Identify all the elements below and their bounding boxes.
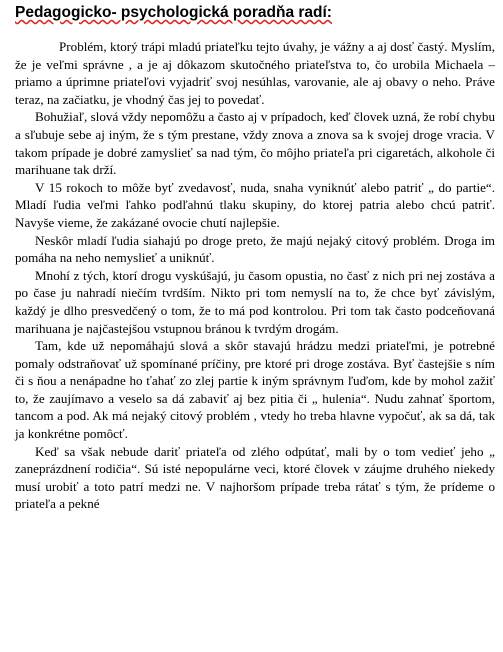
paragraph-6: Tam, kde už nepomáhajú slová a skôr stavajú hrádzu medzi priateľmi, je potrebné pomaly odstraňovať už spomínané príčiny, pre ktoré pri droge zostáva. Byť častejšie s ním či s ňou a nenápadne ho ťahať zo zlej partie k iným správnym ľuďom, kde by mohol zažiť to, že zaujímavo a veselo sa dá zabaviť aj bez pitia či „ hulenia“. Nudu zahnať športom, tancom a pod. Ak má nejaký citový problém , vtedy ho treba hlavne vypočuť, ak sa dá, tak ja konkrétne pomôcť. [15, 338, 495, 442]
paragraph-4: Neskôr mladí ľudia siahajú po droge preto, že majú nejaký citový problém. Droga im pomáha na neho nemyslieť a uniknúť. [15, 232, 495, 266]
paragraph-5: Mnohí z tých, ktorí drogu vyskúšajú, ju časom opustia, no časť z nich pri nej zostáva a po čase ju nahradí niečím tvrdším. Nikto pri tom nemyslí na to, že chce byť závislým, každý je dlho presvedčený o tom, že to má pod kontrolou. Pri tom tak často podceňovaná marihuana je najčastejšou vstupnou bránou k tvrdým drogám. [15, 267, 495, 336]
paragraph-2: Bohužiaľ, slová vždy nepomôžu a často aj v prípadoch, keď človek uzná, že robí chybu a sľubuje sebe aj iným, že s tým prestane, vždy znova a znova sa k svojej droge vracia. V takom prípade je dobré zamyslieť sa nad tým, čo môjho priateľa pri cigaretách, alkohole či marihuane tak drží. [15, 109, 495, 178]
article-body [15, 38, 495, 513]
paragraph-3: V 15 rokoch to môže byť zvedavosť, nuda, snaha vyniknúť alebo patriť „ do partie“. Mladí ľudia veľmi ľahko podľahnú tlaku skupiny, do ktorej patria alebo chcú patriť. Navyše vieme, že zakázané ovocie chutí najlepšie. [15, 179, 495, 230]
paragraph-1: Problém, ktorý trápi mladú priateľku tejto úvahy, je vážny a aj dosť častý. Myslím, že je veľmi správne , a je aj dôkazom skutočného priateľstva to, čo urobila Michaela – priamo a úprimne priateľovi vyjadriť svoj nesúhlas, varovanie, ale aj obavy o neho. Práve teraz, na začiatku, je vhodný čas jej to povedať. [15, 39, 495, 107]
paragraph-7: Keď sa však nebude dariť priateľa od zlého odpútať, mali by o tom vedieť jeho „ zaneprázdnení rodičia“. Sú isté nepopulárne veci, ktoré človek v záujme druhého niekedy musí urobiť a toto patrí medzi ne. V najhoršom prípade treba rátať s tým, že prídeme o priateľa a pekné [15, 443, 495, 512]
heading: Pedagogicko- psychologická poradňa radí: [15, 4, 332, 21]
